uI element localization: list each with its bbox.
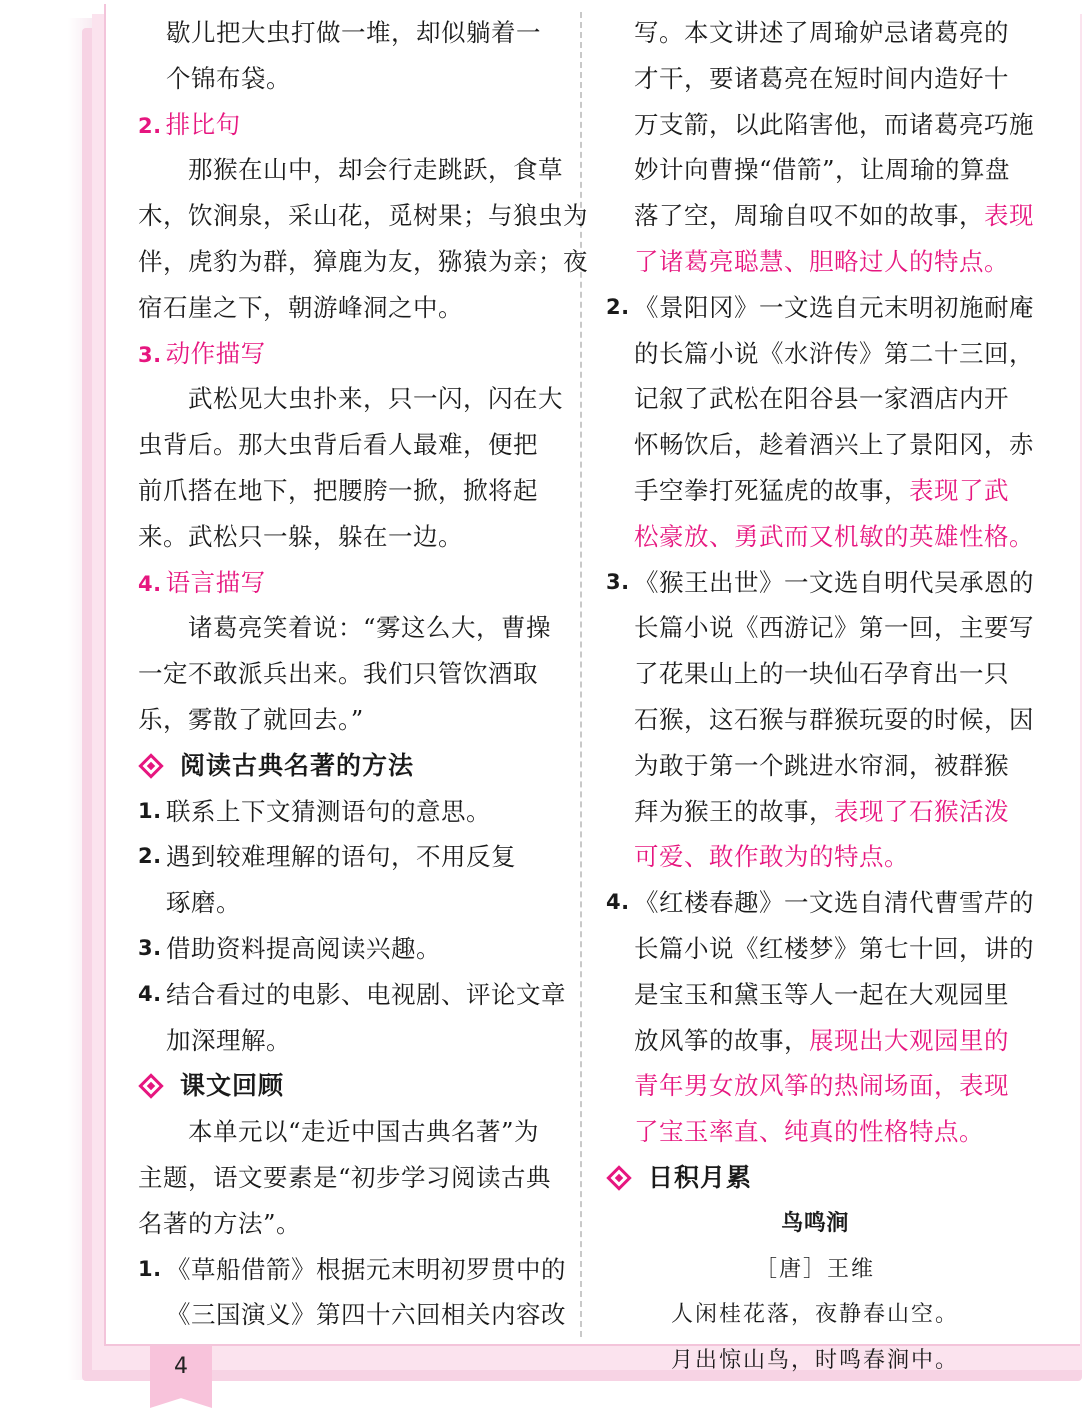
item-number: 2. <box>138 844 162 869</box>
section-title: 课文回顾 <box>180 1071 285 1101</box>
section-heading-daily <box>606 1155 1024 1201</box>
item-text: 借助资料提高阅读兴趣。 <box>166 933 441 963</box>
text-line: 石猴，这石猴与群猴玩耍的时候，因 <box>634 704 1034 734</box>
subheading-parallelism <box>138 102 556 148</box>
item-number: 4. <box>138 981 162 1006</box>
text-line: 万支箭，以此陷害他，而诸葛亮巧施 <box>634 109 1034 139</box>
subheading-speech <box>138 560 556 606</box>
text-line: 长篇小说《西游记》第一回，主要写 <box>634 613 1034 643</box>
list-item <box>138 834 556 880</box>
subheading-number: 2. <box>138 113 162 138</box>
text-line: 诸葛亮笑着说：“雾这么大，曹操 <box>188 613 552 643</box>
text-line: 是宝玉和黛玉等人一起在大观园里 <box>634 979 1009 1009</box>
text-line: 宿石崖之下，朝游峰洞之中。 <box>138 292 463 322</box>
item-text: 遇到较难理解的语句，不用反复 <box>166 842 516 872</box>
text-line: 武松见大虫扑来，只一闪，闪在大 <box>188 384 563 414</box>
item-number: 1. <box>138 798 162 823</box>
highlight-text: 表现了石猴活泼 <box>834 796 1009 826</box>
text-line: 《三国演义》第四十六回相关内容改 <box>166 1300 566 1330</box>
highlight-text: 表现 <box>984 201 1034 231</box>
item-number: 4. <box>606 890 630 915</box>
diamond-bullet-icon <box>138 753 163 778</box>
section-title: 阅读古典名著的方法 <box>180 750 415 780</box>
highlight-line: 了宝玉率直、纯真的性格特点。 <box>634 1117 984 1147</box>
section-heading-methods <box>138 743 556 789</box>
section-title: 日积月累 <box>648 1162 753 1192</box>
plain-text: 拜为猴王的故事， <box>634 796 834 826</box>
list-item <box>606 560 1034 606</box>
text-line: 那猴在山中，却会行走跳跃，食草 <box>188 155 563 185</box>
item-number: 2. <box>606 294 630 319</box>
diamond-bullet-icon <box>138 1073 163 1098</box>
text-line: 怀畅饮后，趁着酒兴上了景阳冈，赤 <box>634 430 1034 460</box>
text-line <box>606 468 1024 514</box>
section-heading-review <box>138 1063 556 1109</box>
item-text: 联系上下文猜测语句的意思。 <box>166 796 491 826</box>
text-line: 长篇小说《红楼梦》第七十回，讲的 <box>634 933 1034 963</box>
item-text: 《景阳冈》一文选自元末明初施耐庵 <box>634 292 1034 322</box>
plain-text: 落了空，周瑜自叹不如的故事， <box>634 201 984 231</box>
text-line <box>606 193 1034 239</box>
page-number: 4 <box>174 1354 188 1379</box>
poem-title: 鸟鸣涧 <box>781 1210 849 1236</box>
subheading-number: 4. <box>138 571 162 596</box>
subheading-label: 排比句 <box>165 109 241 139</box>
subheading-label: 语言描写 <box>165 567 266 597</box>
text-line: 写。本文讲述了周瑜妒忌诸葛亮的 <box>634 18 1009 47</box>
plain-text: 手空拳打死猛虎的故事， <box>634 475 909 505</box>
item-number: 3. <box>138 935 162 960</box>
item-text: 《草船借箭》根据元末明初罗贯中的 <box>166 1254 566 1284</box>
text-line: 加深理解。 <box>166 1025 291 1055</box>
text-line: 妙计向曹操“借箭”，让周瑜的算盘 <box>634 155 1011 185</box>
text-line: 琢磨。 <box>166 888 241 918</box>
list-item <box>138 972 566 1018</box>
right-column <box>606 10 1034 1384</box>
text-line: 了花果山上的一块仙石孕育出一只 <box>634 659 1009 689</box>
text-line: 本单元以“走近中国古典名著”为 <box>188 1117 540 1147</box>
poem-line: 人闲桂花落，夜静春山空。 <box>670 1302 959 1328</box>
text-line: 才干，要诸葛亮在短时间内造好十 <box>634 63 1009 93</box>
poem-author: ［唐］王维 <box>754 1256 875 1282</box>
text-line: 来。武松只一躲，躲在一边。 <box>138 521 463 551</box>
subheading-label: 动作描写 <box>165 338 266 368</box>
text-line: 主题，语文要素是“初步学习阅读古典 <box>138 1162 552 1192</box>
item-number: 1. <box>138 1256 162 1281</box>
text-line: 伴，虎豹为群，獐鹿为友，猕猿为亲；夜 <box>138 246 588 276</box>
text-line: 一定不敢派兵出来。我们只管饮酒取 <box>138 659 538 689</box>
text-line: 乐，雾散了就回去。” <box>138 704 364 734</box>
subheading-number: 3. <box>138 342 162 367</box>
text-line: 歇儿把大虫打做一堆，却似躺着一 <box>166 18 541 47</box>
highlight-text: 展现出大观园里的 <box>809 1025 1009 1055</box>
text-line: 记叙了武松在阳谷县一家酒店内开 <box>634 384 1009 414</box>
text-line: 名著的方法”。 <box>138 1208 302 1238</box>
list-item <box>138 1247 566 1293</box>
list-item <box>138 789 556 835</box>
text-line <box>606 789 1024 835</box>
item-number: 3. <box>606 569 630 594</box>
list-item <box>606 285 1034 331</box>
item-text: 《猴王出世》一文选自明代吴承恩的 <box>634 567 1034 597</box>
list-item <box>138 926 556 972</box>
text-line: 木，饮涧泉，采山花，觅树果；与狼虫为 <box>138 201 588 231</box>
highlight-line: 青年男女放风筝的热闹场面，表现 <box>634 1071 1009 1101</box>
left-column <box>138 10 588 1338</box>
text-line <box>606 1018 1024 1064</box>
highlight-line: 了诸葛亮聪慧、胆略过人的特点。 <box>634 246 1009 276</box>
highlight-line: 可爱、敢作敢为的特点。 <box>634 842 909 872</box>
item-text: 结合看过的电影、电视剧、评论文章 <box>166 979 566 1009</box>
text-line: 的长篇小说《水浒传》第二十三回， <box>634 338 1034 368</box>
text-line: 个锦布袋。 <box>166 63 291 93</box>
text-line: 虫背后。那大虫背后看人最难，便把 <box>138 430 538 460</box>
diamond-bullet-icon <box>606 1165 631 1190</box>
list-item <box>606 880 1034 926</box>
text-line: 为敢于第一个跳进水帘洞，被群猴 <box>634 750 1009 780</box>
highlight-text: 表现了武 <box>909 475 1009 505</box>
plain-text: 放风筝的故事， <box>634 1025 809 1055</box>
poem-line: 月出惊山鸟，时鸣春涧中。 <box>670 1348 959 1374</box>
text-line: 前爪搭在地下，把腰胯一掀，掀将起 <box>138 475 538 505</box>
subheading-action <box>138 331 556 377</box>
item-text: 《红楼春趣》一文选自清代曹雪芹的 <box>634 888 1034 918</box>
highlight-line: 松豪放、勇武而又机敏的英雄性格。 <box>634 521 1034 551</box>
